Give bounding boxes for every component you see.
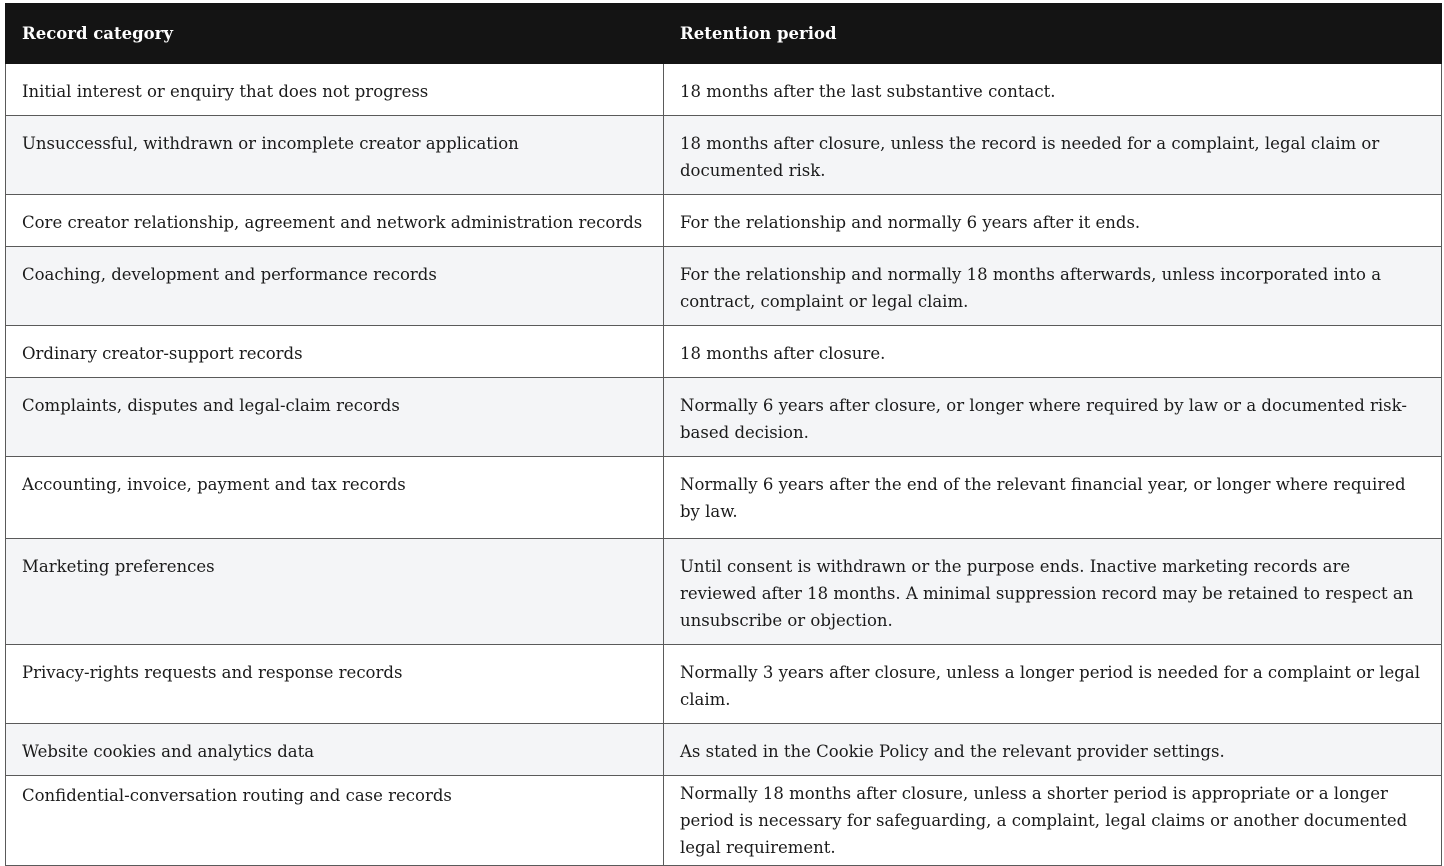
retention-period-cell: For the relationship and normally 18 months afterwards, unless incorporated into a contract, complaint or legal claim. xyxy=(664,247,1442,326)
record-category-cell: Marketing preferences xyxy=(6,539,664,645)
table-row xyxy=(6,776,1442,866)
table-row xyxy=(6,247,1442,326)
table-row xyxy=(6,326,1442,378)
table-row xyxy=(6,378,1442,457)
table-row xyxy=(6,195,1442,247)
table-body xyxy=(6,64,1442,866)
record-category-cell: Core creator relationship, agreement and network administration records xyxy=(6,195,664,247)
table-row xyxy=(6,645,1442,724)
record-category-cell: Unsuccessful, withdrawn or incomplete creator application xyxy=(6,116,664,195)
retention-period-cell: Normally 6 years after the end of the relevant financial year, or longer where required by law. xyxy=(664,457,1442,539)
retention-period-cell: 18 months after closure, unless the record is needed for a complaint, legal claim or documented risk. xyxy=(664,116,1442,195)
header-retention-period: Retention period xyxy=(664,4,1442,64)
record-category-cell: Initial interest or enquiry that does not progress xyxy=(6,64,664,116)
record-category-cell: Confidential-conversation routing and case records xyxy=(6,776,664,866)
table-row xyxy=(6,539,1442,645)
retention-period-cell: Normally 6 years after closure, or longer where required by law or a documented risk-based decision. xyxy=(664,378,1442,457)
table-header xyxy=(6,4,1442,64)
record-category-cell: Coaching, development and performance records xyxy=(6,247,664,326)
record-category-cell: Complaints, disputes and legal-claim records xyxy=(6,378,664,457)
retention-period-cell: For the relationship and normally 6 years after it ends. xyxy=(664,195,1442,247)
retention-table xyxy=(5,3,1442,866)
record-category-cell: Accounting, invoice, payment and tax records xyxy=(6,457,664,539)
header-row xyxy=(6,4,1442,64)
table-row xyxy=(6,724,1442,776)
table-row xyxy=(6,116,1442,195)
retention-period-cell: Normally 3 years after closure, unless a longer period is needed for a complaint or legal claim. xyxy=(664,645,1442,724)
record-category-cell: Privacy-rights requests and response records xyxy=(6,645,664,724)
table-row xyxy=(6,64,1442,116)
retention-period-cell: Until consent is withdrawn or the purpose ends. Inactive marketing records are reviewed after 18 months. A minimal suppression record may be retained to respect an unsubscribe or objection. xyxy=(664,539,1442,645)
retention-period-cell: As stated in the Cookie Policy and the relevant provider settings. xyxy=(664,724,1442,776)
header-record-category: Record category xyxy=(6,4,664,64)
retention-period-cell: 18 months after the last substantive contact. xyxy=(664,64,1442,116)
record-category-cell: Ordinary creator-support records xyxy=(6,326,664,378)
record-category-cell: Website cookies and analytics data xyxy=(6,724,664,776)
retention-period-cell: 18 months after closure. xyxy=(664,326,1442,378)
table-row xyxy=(6,457,1442,539)
retention-period-cell: Normally 18 months after closure, unless a shorter period is appropriate or a longer period is necessary for safeguarding, a complaint, legal claims or another documented legal requirement. xyxy=(664,776,1442,866)
